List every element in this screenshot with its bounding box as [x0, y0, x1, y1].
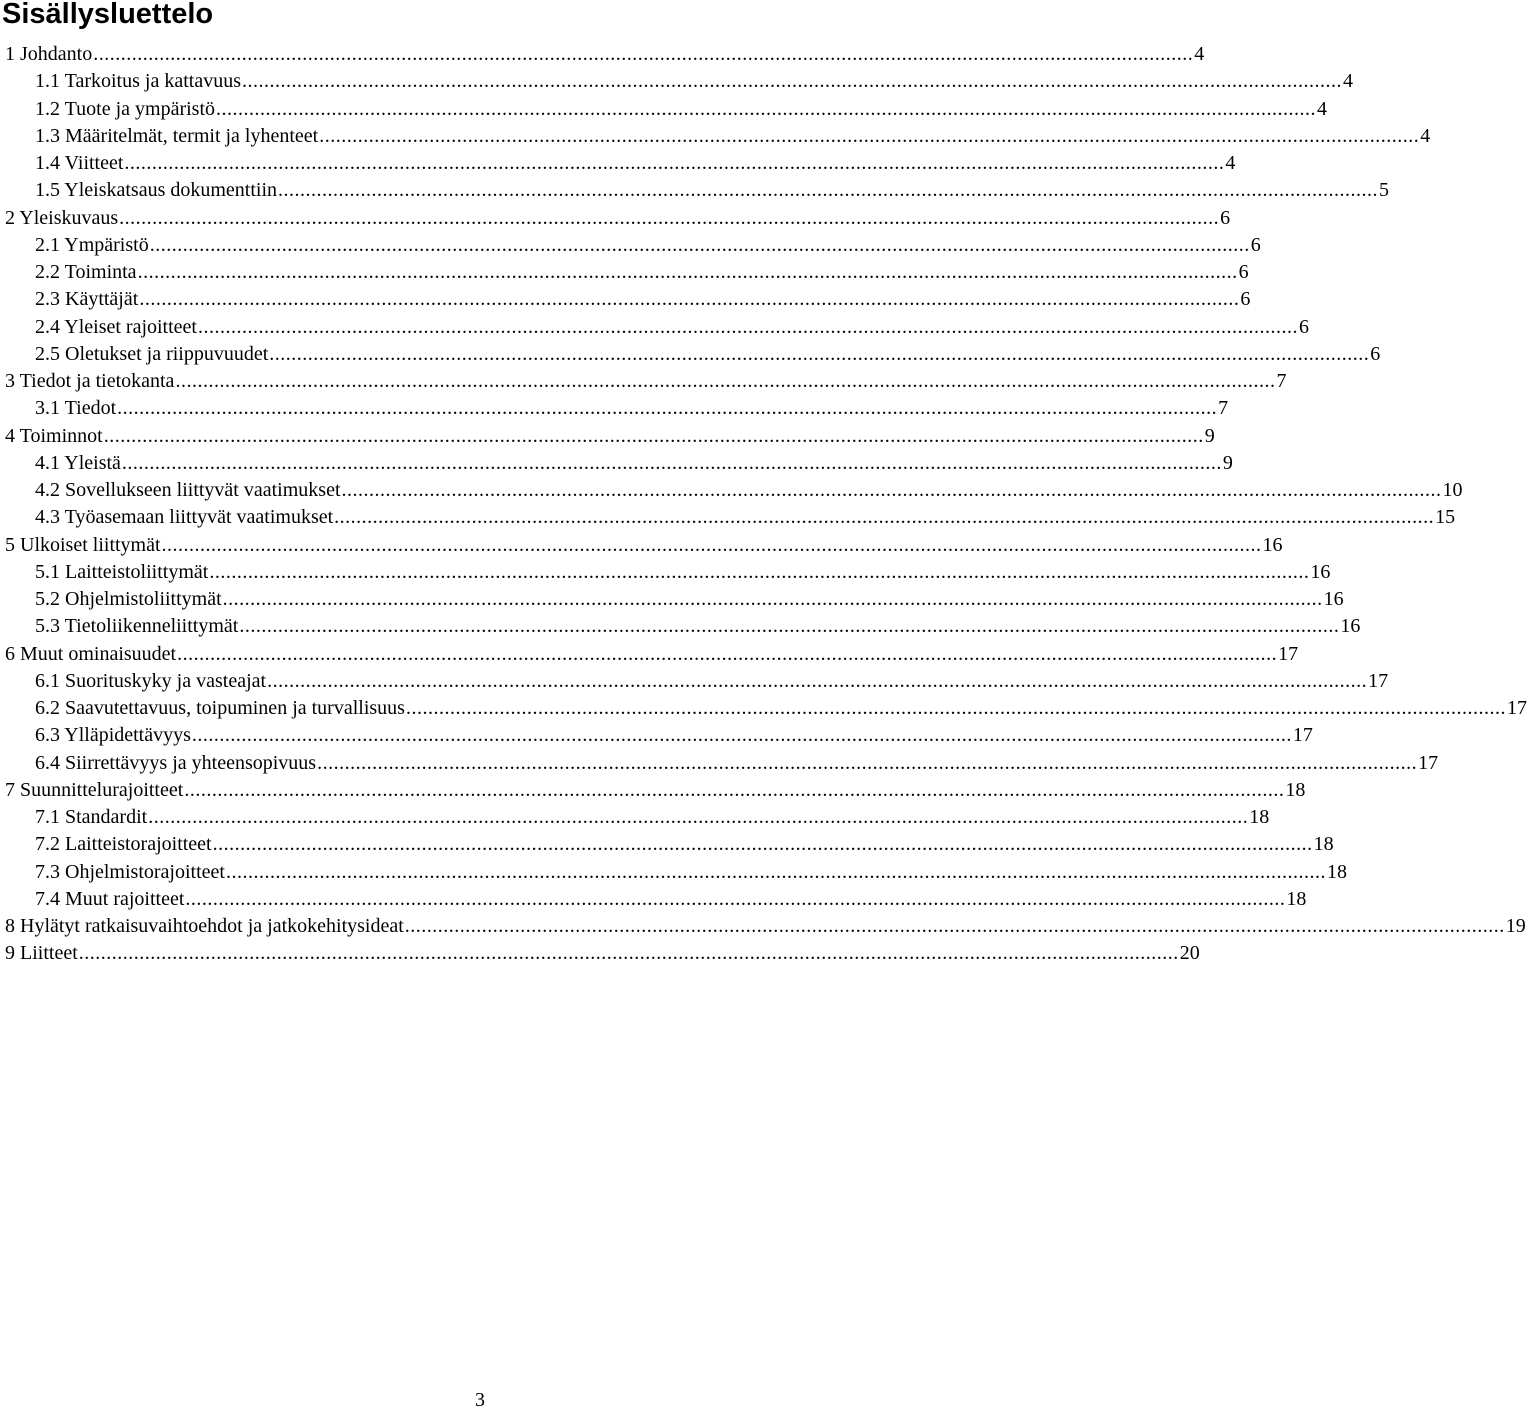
toc-entry-page: 4	[1225, 152, 1236, 174]
toc-entry-label: 6.4 Siirrettävyys ja yhteensopivuus	[35, 751, 317, 774]
toc-entry[interactable]	[0, 722, 1313, 749]
toc-entry-label: 2 Yleiskuvaus	[5, 206, 119, 229]
dot-leader: ........................................................................................................................................................................................................	[341, 479, 1442, 501]
dot-leader: ........................................................................................................................................................................................................	[175, 370, 1276, 392]
toc-entry-label: 5.1 Laitteistoliittymät	[35, 560, 209, 583]
toc-entry-page: 17	[1368, 669, 1389, 692]
toc-entry-label: 4 Toiminnot	[5, 424, 103, 447]
toc-entry[interactable]	[0, 886, 1307, 913]
toc-entry-label: 1 Johdanto	[5, 43, 93, 65]
toc-entry-label: 7.2 Laitteistorajoitteet	[35, 833, 212, 856]
dot-leader: ........................................................................................................................................................................................................	[404, 915, 1505, 937]
dot-leader: ........................................................................................................................................................................................................	[119, 206, 1220, 229]
toc-entry-label: 2.3 Käyttäjät	[35, 288, 139, 311]
toc-entry-page: 10	[1442, 479, 1463, 501]
table-of-contents	[0, 41, 1527, 968]
toc-entry-label: 5 Ulkoiset liittymät	[5, 533, 161, 556]
toc-entry-label: 1.5 Yleiskatsaus dokumenttiin	[35, 179, 278, 202]
dot-leader: ........................................................................................................................................................................................................	[93, 43, 1194, 65]
dot-leader: ........................................................................................................................................................................................................	[148, 806, 1249, 828]
toc-entry[interactable]	[0, 341, 1381, 368]
dot-leader: ........................................................................................................................................................................................................	[241, 70, 1342, 93]
toc-entry[interactable]	[0, 613, 1361, 640]
toc-entry-page: 6	[1298, 315, 1309, 338]
dot-leader: ........................................................................................................................................................................................................	[222, 588, 1323, 610]
toc-entry[interactable]	[0, 123, 1431, 150]
toc-entry-label: 9 Liitteet	[5, 942, 78, 965]
toc-entry-label: 4.2 Sovellukseen liittyvät vaatimukset	[35, 479, 341, 501]
dot-leader: ........................................................................................................................................................................................................	[139, 288, 1240, 311]
toc-entry-page: 17	[1278, 642, 1299, 665]
toc-entry-label: 3.1 Tiedot	[35, 397, 117, 420]
toc-entry[interactable]	[0, 314, 1309, 341]
toc-entry-page: 17	[1506, 697, 1527, 719]
toc-entry-page: 16	[1262, 533, 1283, 556]
toc-entry-page: 9	[1222, 451, 1233, 474]
toc-entry[interactable]	[0, 259, 1249, 286]
dot-leader: ........................................................................................................................................................................................................	[209, 560, 1310, 583]
toc-entry[interactable]	[0, 477, 1463, 504]
toc-entry[interactable]	[0, 859, 1347, 886]
dot-leader: ........................................................................................................................................................................................................	[121, 451, 1222, 474]
dot-leader: ........................................................................................................................................................................................................	[317, 751, 1418, 774]
dot-leader: ........................................................................................................................................................................................................	[177, 642, 1278, 665]
toc-entry-page: 19	[1505, 915, 1526, 937]
dot-leader: ........................................................................................................................................................................................................	[185, 887, 1286, 910]
toc-entry-label: 2.4 Yleiset rajoitteet	[35, 315, 197, 338]
toc-entry-page: 9	[1204, 424, 1215, 447]
dot-leader: ........................................................................................................................................................................................................	[269, 342, 1370, 365]
toc-entry-page: 18	[1249, 806, 1270, 828]
dot-leader: ........................................................................................................................................................................................................	[225, 860, 1326, 883]
toc-entry[interactable]	[0, 586, 1344, 613]
toc-entry-page: 7	[1218, 397, 1229, 420]
toc-entry-label: 7.1 Standardit	[35, 806, 148, 828]
toc-entry-label: 4.1 Yleistä	[35, 451, 121, 474]
dot-leader: ........................................................................................................................................................................................................	[124, 152, 1225, 174]
dot-leader: ........................................................................................................................................................................................................	[191, 724, 1292, 747]
toc-entry-page: 4	[1420, 124, 1431, 147]
dot-leader: ........................................................................................................................................................................................................	[267, 669, 1368, 692]
toc-entry-page: 16	[1310, 560, 1331, 583]
toc-entry-label: 3 Tiedot ja tietokanta	[5, 370, 175, 392]
toc-entry-label: 6.1 Suorituskyky ja vasteajat	[35, 669, 267, 692]
toc-entry-page: 15	[1435, 506, 1456, 529]
toc-entry-page: 6	[1220, 206, 1231, 229]
toc-entry[interactable]	[0, 695, 1527, 722]
toc-entry[interactable]	[0, 559, 1331, 586]
toc-entry-page: 17	[1418, 751, 1439, 774]
dot-leader: ........................................................................................................................................................................................................	[319, 124, 1420, 147]
toc-entry[interactable]	[0, 423, 1215, 450]
toc-entry-page: 4	[1194, 43, 1205, 65]
toc-entry-page: 20	[1179, 942, 1200, 965]
toc-entry[interactable]	[0, 41, 1205, 68]
toc-entry[interactable]	[0, 450, 1233, 477]
toc-entry[interactable]	[0, 96, 1328, 123]
dot-leader: ........................................................................................................................................................................................................	[117, 397, 1218, 420]
dot-leader: ........................................................................................................................................................................................................	[405, 697, 1506, 719]
toc-entry-label: 4.3 Työasemaan liittyvät vaatimukset	[35, 506, 334, 529]
toc-entry-label: 5.2 Ohjelmistoliittymät	[35, 588, 222, 610]
toc-entry-label: 6 Muut ominaisuudet	[5, 642, 177, 665]
toc-entry-page: 4	[1317, 97, 1328, 120]
toc-entry[interactable]	[0, 913, 1526, 940]
dot-leader: ........................................................................................................................................................................................................	[212, 833, 1313, 856]
toc-entry-label: 1.1 Tarkoitus ja kattavuus	[35, 70, 241, 93]
toc-entry-page: 7	[1276, 370, 1287, 392]
toc-entry-label: 1.4 Viitteet	[35, 152, 124, 174]
toc-entry-page: 6	[1370, 342, 1381, 365]
toc-entry[interactable]	[0, 150, 1236, 177]
toc-entry-page: 17	[1292, 724, 1313, 747]
toc-entry[interactable]	[0, 286, 1251, 313]
dot-leader: ........................................................................................................................................................................................................	[103, 424, 1204, 447]
toc-entry-label: 6.3 Ylläpidettävyys	[35, 724, 191, 747]
page-number: 3	[475, 1389, 485, 1411]
dot-leader: ........................................................................................................................................................................................................	[278, 179, 1379, 202]
page-title: Sisällysluettelo	[2, 0, 214, 30]
toc-entry-label: 6.2 Saavutettavuus, toipuminen ja turvallisuus	[35, 697, 405, 719]
toc-entry-label: 7.4 Muut rajoitteet	[35, 887, 185, 910]
toc-entry[interactable]	[0, 177, 1390, 204]
toc-entry-page: 16	[1323, 588, 1344, 610]
toc-entry[interactable]	[0, 668, 1389, 695]
toc-entry-page: 5	[1379, 179, 1390, 202]
toc-entry[interactable]	[0, 532, 1283, 559]
toc-entry-page: 18	[1326, 860, 1347, 883]
dot-leader: ........................................................................................................................................................................................................	[334, 506, 1435, 529]
toc-entry-label: 5.3 Tietoliikenneliittymät	[35, 615, 239, 638]
toc-entry-label: 7 Suunnittelurajoitteet	[5, 778, 184, 801]
dot-leader: ........................................................................................................................................................................................................	[149, 233, 1250, 256]
toc-entry[interactable]	[0, 68, 1353, 95]
toc-entry-page: 16	[1340, 615, 1361, 638]
dot-leader: ........................................................................................................................................................................................................	[137, 261, 1238, 283]
toc-entry[interactable]	[0, 504, 1456, 531]
dot-leader: ........................................................................................................................................................................................................	[239, 615, 1340, 638]
toc-entry-label: 2.2 Toiminta	[35, 261, 137, 283]
toc-entry-page: 6	[1240, 288, 1251, 311]
toc-entry[interactable]	[0, 750, 1439, 777]
toc-entry[interactable]	[0, 368, 1287, 395]
toc-entry[interactable]	[0, 395, 1229, 422]
toc-entry-label: 2.5 Oletukset ja riippuvuudet	[35, 342, 269, 365]
toc-entry-page: 6	[1250, 233, 1261, 256]
toc-entry-page: 18	[1313, 833, 1334, 856]
toc-entry-label: 2.1 Ympäristö	[35, 233, 149, 256]
dot-leader: ........................................................................................................................................................................................................	[78, 942, 1179, 965]
toc-entry-page: 18	[1286, 887, 1307, 910]
toc-entry-label: 7.3 Ohjelmistorajoitteet	[35, 860, 225, 883]
toc-entry[interactable]	[0, 232, 1261, 259]
toc-entry-page: 18	[1285, 778, 1306, 801]
toc-entry-label: 1.2 Tuote ja ympäristö	[35, 97, 216, 120]
dot-leader: ........................................................................................................................................................................................................	[197, 315, 1298, 338]
toc-entry[interactable]	[0, 777, 1306, 804]
toc-entry-label: 8 Hylätyt ratkaisuvaihtoehdot ja jatkokehitysideat	[5, 915, 404, 937]
toc-entry[interactable]	[0, 831, 1334, 858]
dot-leader: ........................................................................................................................................................................................................	[161, 533, 1262, 556]
toc-entry-label: 1.3 Määritelmät, termit ja lyhenteet	[35, 124, 319, 147]
dot-leader: ........................................................................................................................................................................................................	[184, 778, 1285, 801]
toc-entry[interactable]	[0, 205, 1231, 232]
toc-entry-page: 4	[1342, 70, 1353, 93]
toc-entry-page: 6	[1238, 261, 1249, 283]
dot-leader: ........................................................................................................................................................................................................	[216, 97, 1317, 120]
toc-entry[interactable]	[0, 641, 1299, 668]
toc-entry[interactable]	[0, 804, 1270, 831]
toc-entry[interactable]	[0, 940, 1200, 967]
